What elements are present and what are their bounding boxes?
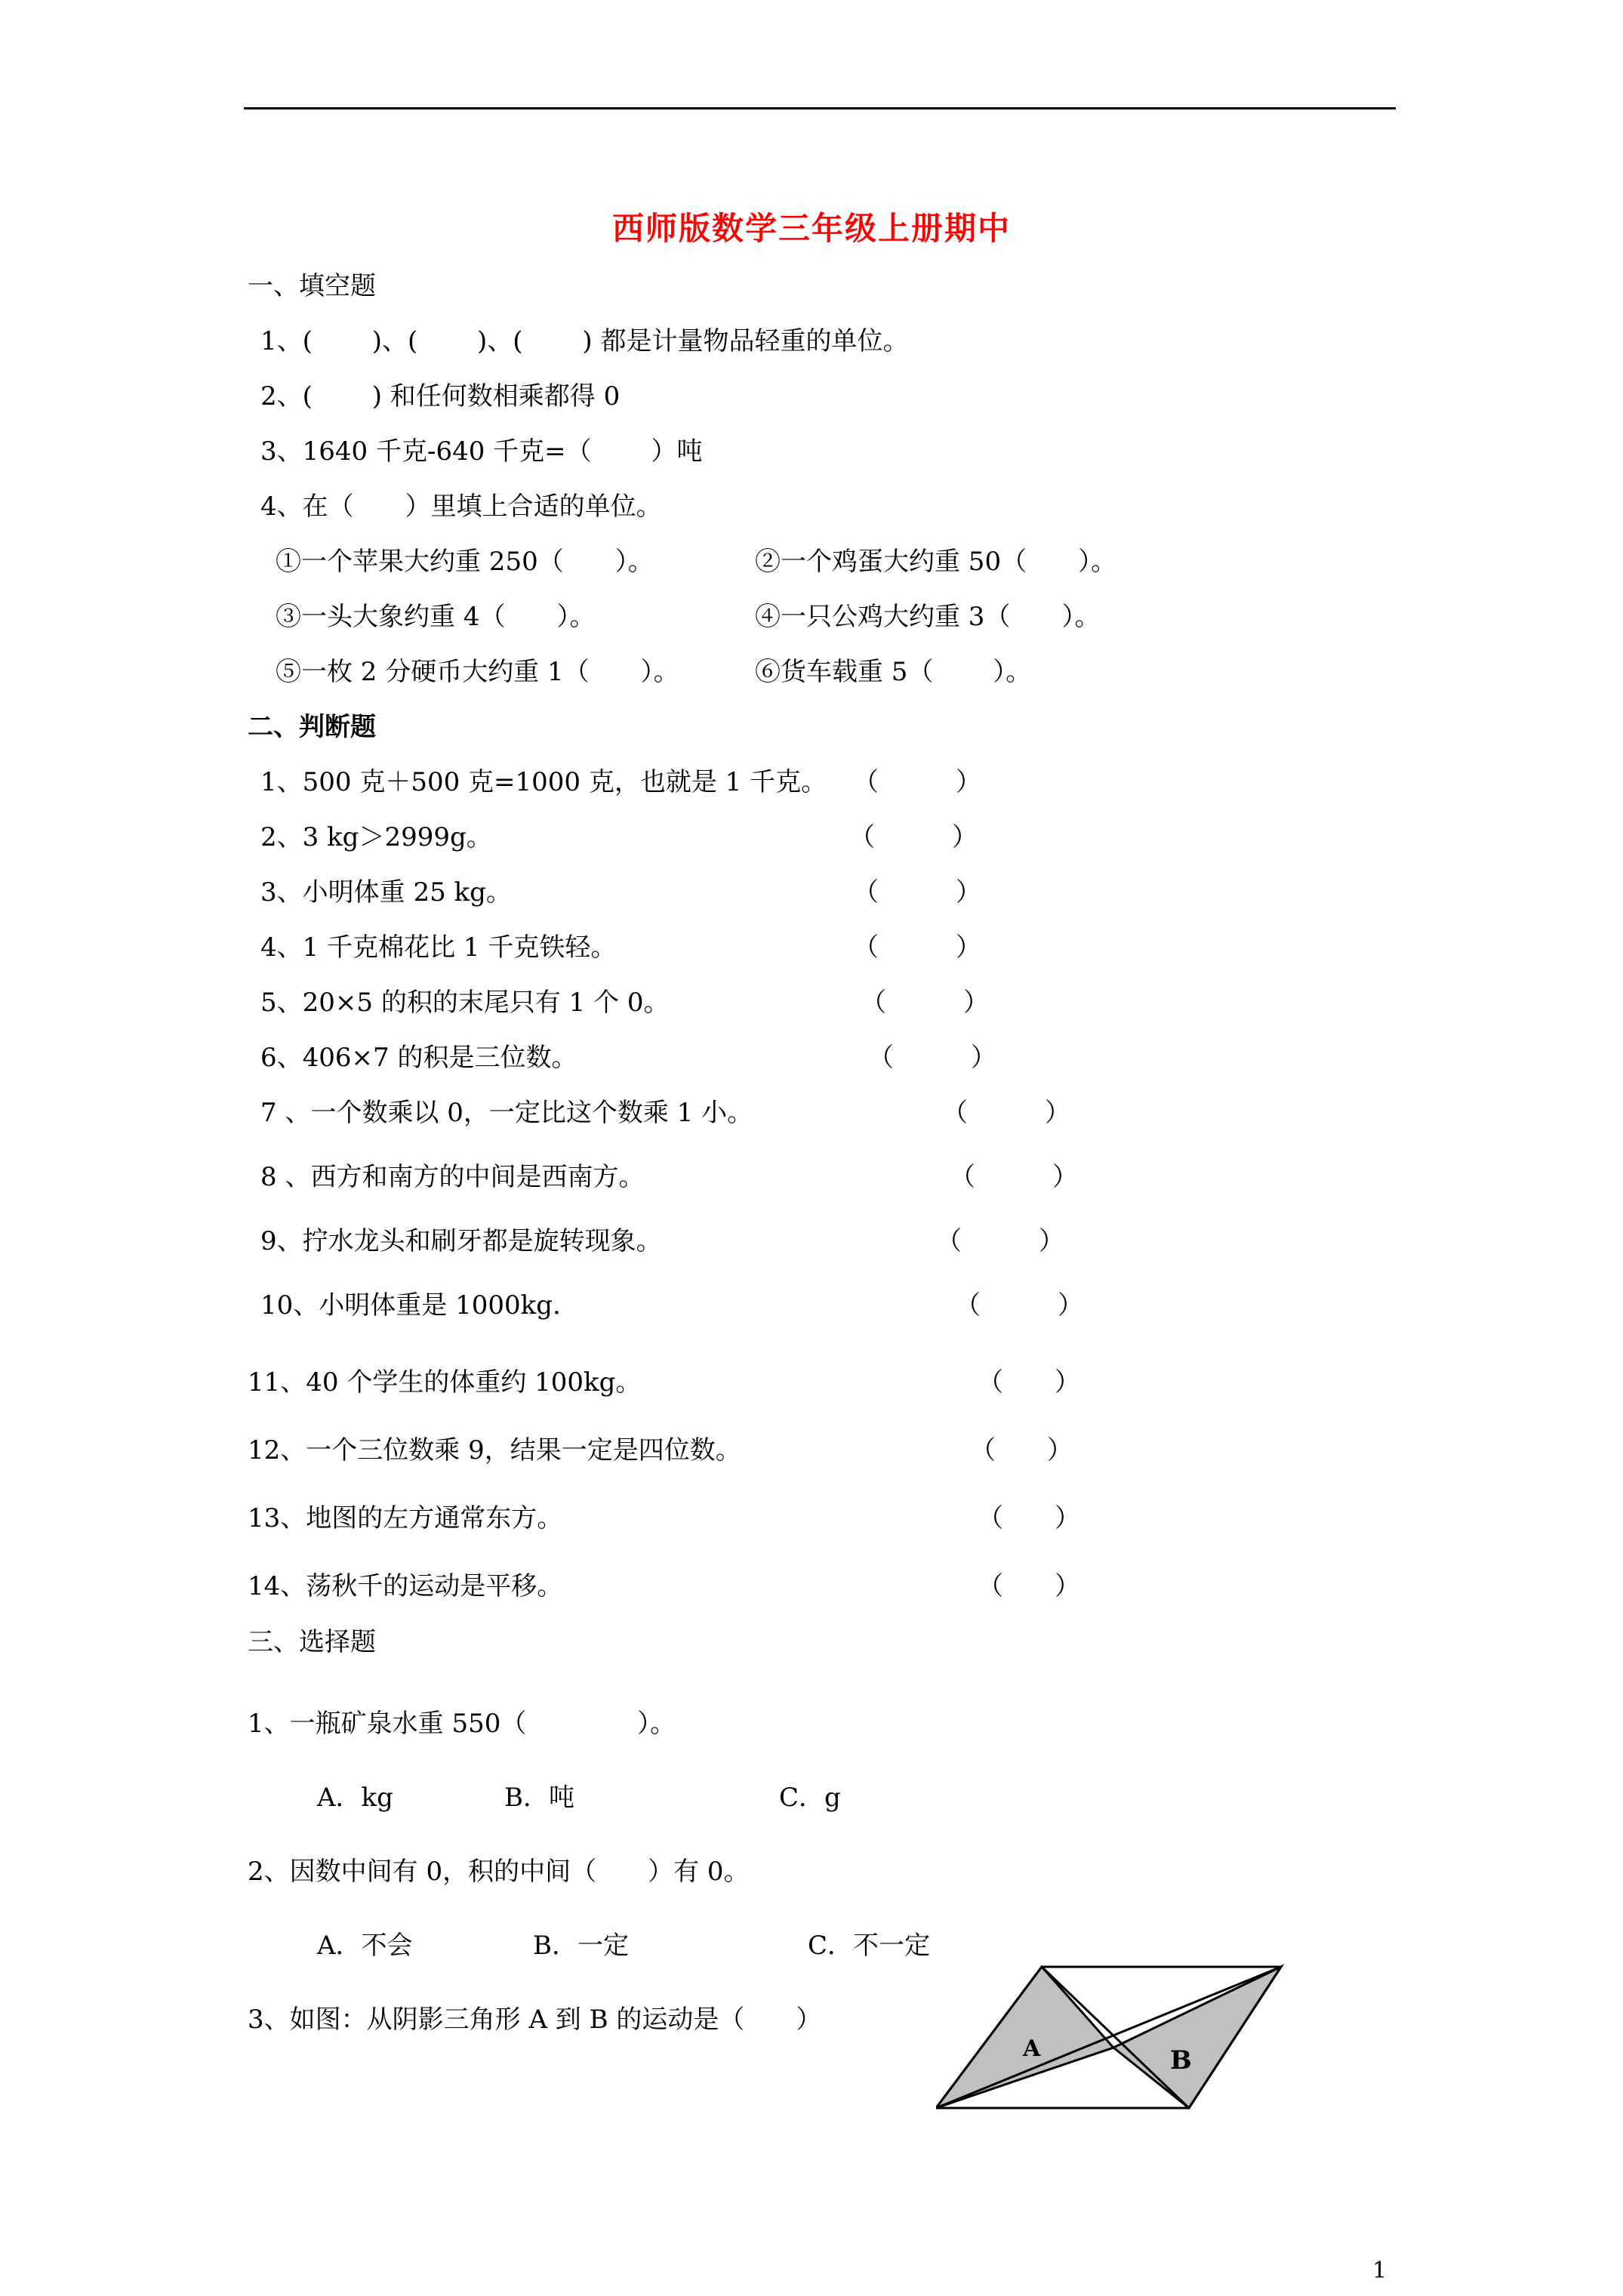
triangle-b-shape [1113,1967,1281,2108]
judge-answer-5: （ ） [861,988,989,1018]
fill-question-1: 1、( )、( )、( ) 都是计量物品轻重的单位。 [260,326,909,356]
judge-question-14: 14、荡秋千的运动是平移。 [248,1571,563,1601]
judge-answer-7: （ ） [942,1098,1070,1128]
fill-question-3: 3、1640 千克-640 千克=（ ）吨 [260,436,703,467]
judge-answer-2: （ ） [849,822,978,852]
judge-question-4: 4、1 千克棉花比 1 千克铁轻。 [260,932,617,963]
page-title: 西师版数学三年级上册期中 [611,210,1011,247]
judge-answer-1: （ ） [853,767,981,797]
section-heading-judge: 二、判断题 [248,712,376,742]
choice-2-option-c: C．不一定 [808,1931,931,1961]
judge-question-11: 11、40 个学生的体重约 100kg。 [248,1367,642,1398]
judge-answer-11: （ ） [978,1367,1080,1398]
judge-question-9: 9、拧水龙头和刷牙都是旋转现象。 [260,1226,662,1256]
parallelogram-figure [936,1963,1291,2114]
fill-item-6: ⑥货车载重 5（ ）。 [755,657,1032,687]
judge-question-5: 5、20×5 的积的末尾只有 1 个 0。 [260,988,670,1018]
judge-question-12: 12、一个三位数乘 9，结果一定是四位数。 [248,1435,741,1465]
figure-label-a: A [1023,2036,1041,2062]
fill-item-2: ②一个鸡蛋大约重 50（ ）。 [755,547,1117,577]
choice-2-option-a: A．不会 [317,1931,413,1961]
choice-question-1: 1、一瓶矿泉水重 550（ ）。 [248,1709,676,1739]
choice-1-option-c: C．g [779,1783,841,1813]
section-heading-fill: 一、填空题 [248,271,376,301]
figure-label-b: B [1170,2045,1192,2076]
judge-question-2: 2、3 kg＞2999g。 [260,822,492,852]
judge-answer-8: （ ） [950,1162,1078,1192]
fill-item-4: ④一只公鸡大约重 3（ ）。 [755,602,1101,632]
judge-answer-13: （ ） [978,1503,1080,1533]
fill-item-1: ①一个苹果大约重 250（ ）。 [276,547,654,577]
fill-item-3: ③一头大象约重 4（ ）。 [276,602,596,632]
fill-item-5: ⑤一枚 2 分硬币大约重 1（ ）。 [276,657,679,687]
judge-question-3: 3、小明体重 25 kg。 [260,877,512,908]
judge-question-10: 10、小明体重是 1000kg. [260,1290,561,1321]
judge-answer-4: （ ） [853,932,981,963]
judge-answer-3: （ ） [853,877,981,908]
section-heading-choice: 三、选择题 [248,1627,376,1657]
judge-question-8: 8 、西方和南方的中间是西南方。 [260,1162,645,1192]
judge-answer-10: （ ） [955,1290,1083,1321]
judge-question-1: 1、500 克＋500 克=1000 克，也就是 1 千克。 [260,767,827,797]
judge-question-13: 13、地图的左方通常东方。 [248,1503,563,1533]
judge-answer-14: （ ） [978,1571,1080,1601]
judge-answer-12: （ ） [970,1435,1073,1465]
judge-answer-6: （ ） [868,1043,996,1073]
judge-question-6: 6、406×7 的积是三位数。 [260,1043,577,1073]
judge-answer-9: （ ） [936,1226,1064,1256]
choice-1-option-b: B．吨 [504,1783,574,1813]
page-number: 1 [1372,2257,1387,2284]
judge-question-7: 7 、一个数乘以 0，一定比这个数乘 1 小。 [260,1098,753,1128]
header-rule [244,107,1396,109]
choice-2-option-b: B．一定 [533,1931,629,1961]
fill-question-4: 4、在（ ）里填上合适的单位。 [260,492,662,522]
choice-question-2: 2、因数中间有 0，积的中间（ ）有 0。 [248,1857,750,1887]
choice-1-option-a: A．kg [317,1783,393,1813]
choice-question-3: 3、如图：从阴影三角形 A 到 B 的运动是（ ） [248,2005,822,2035]
fill-question-2: 2、( ) 和任何数相乘都得 0 [260,381,621,411]
